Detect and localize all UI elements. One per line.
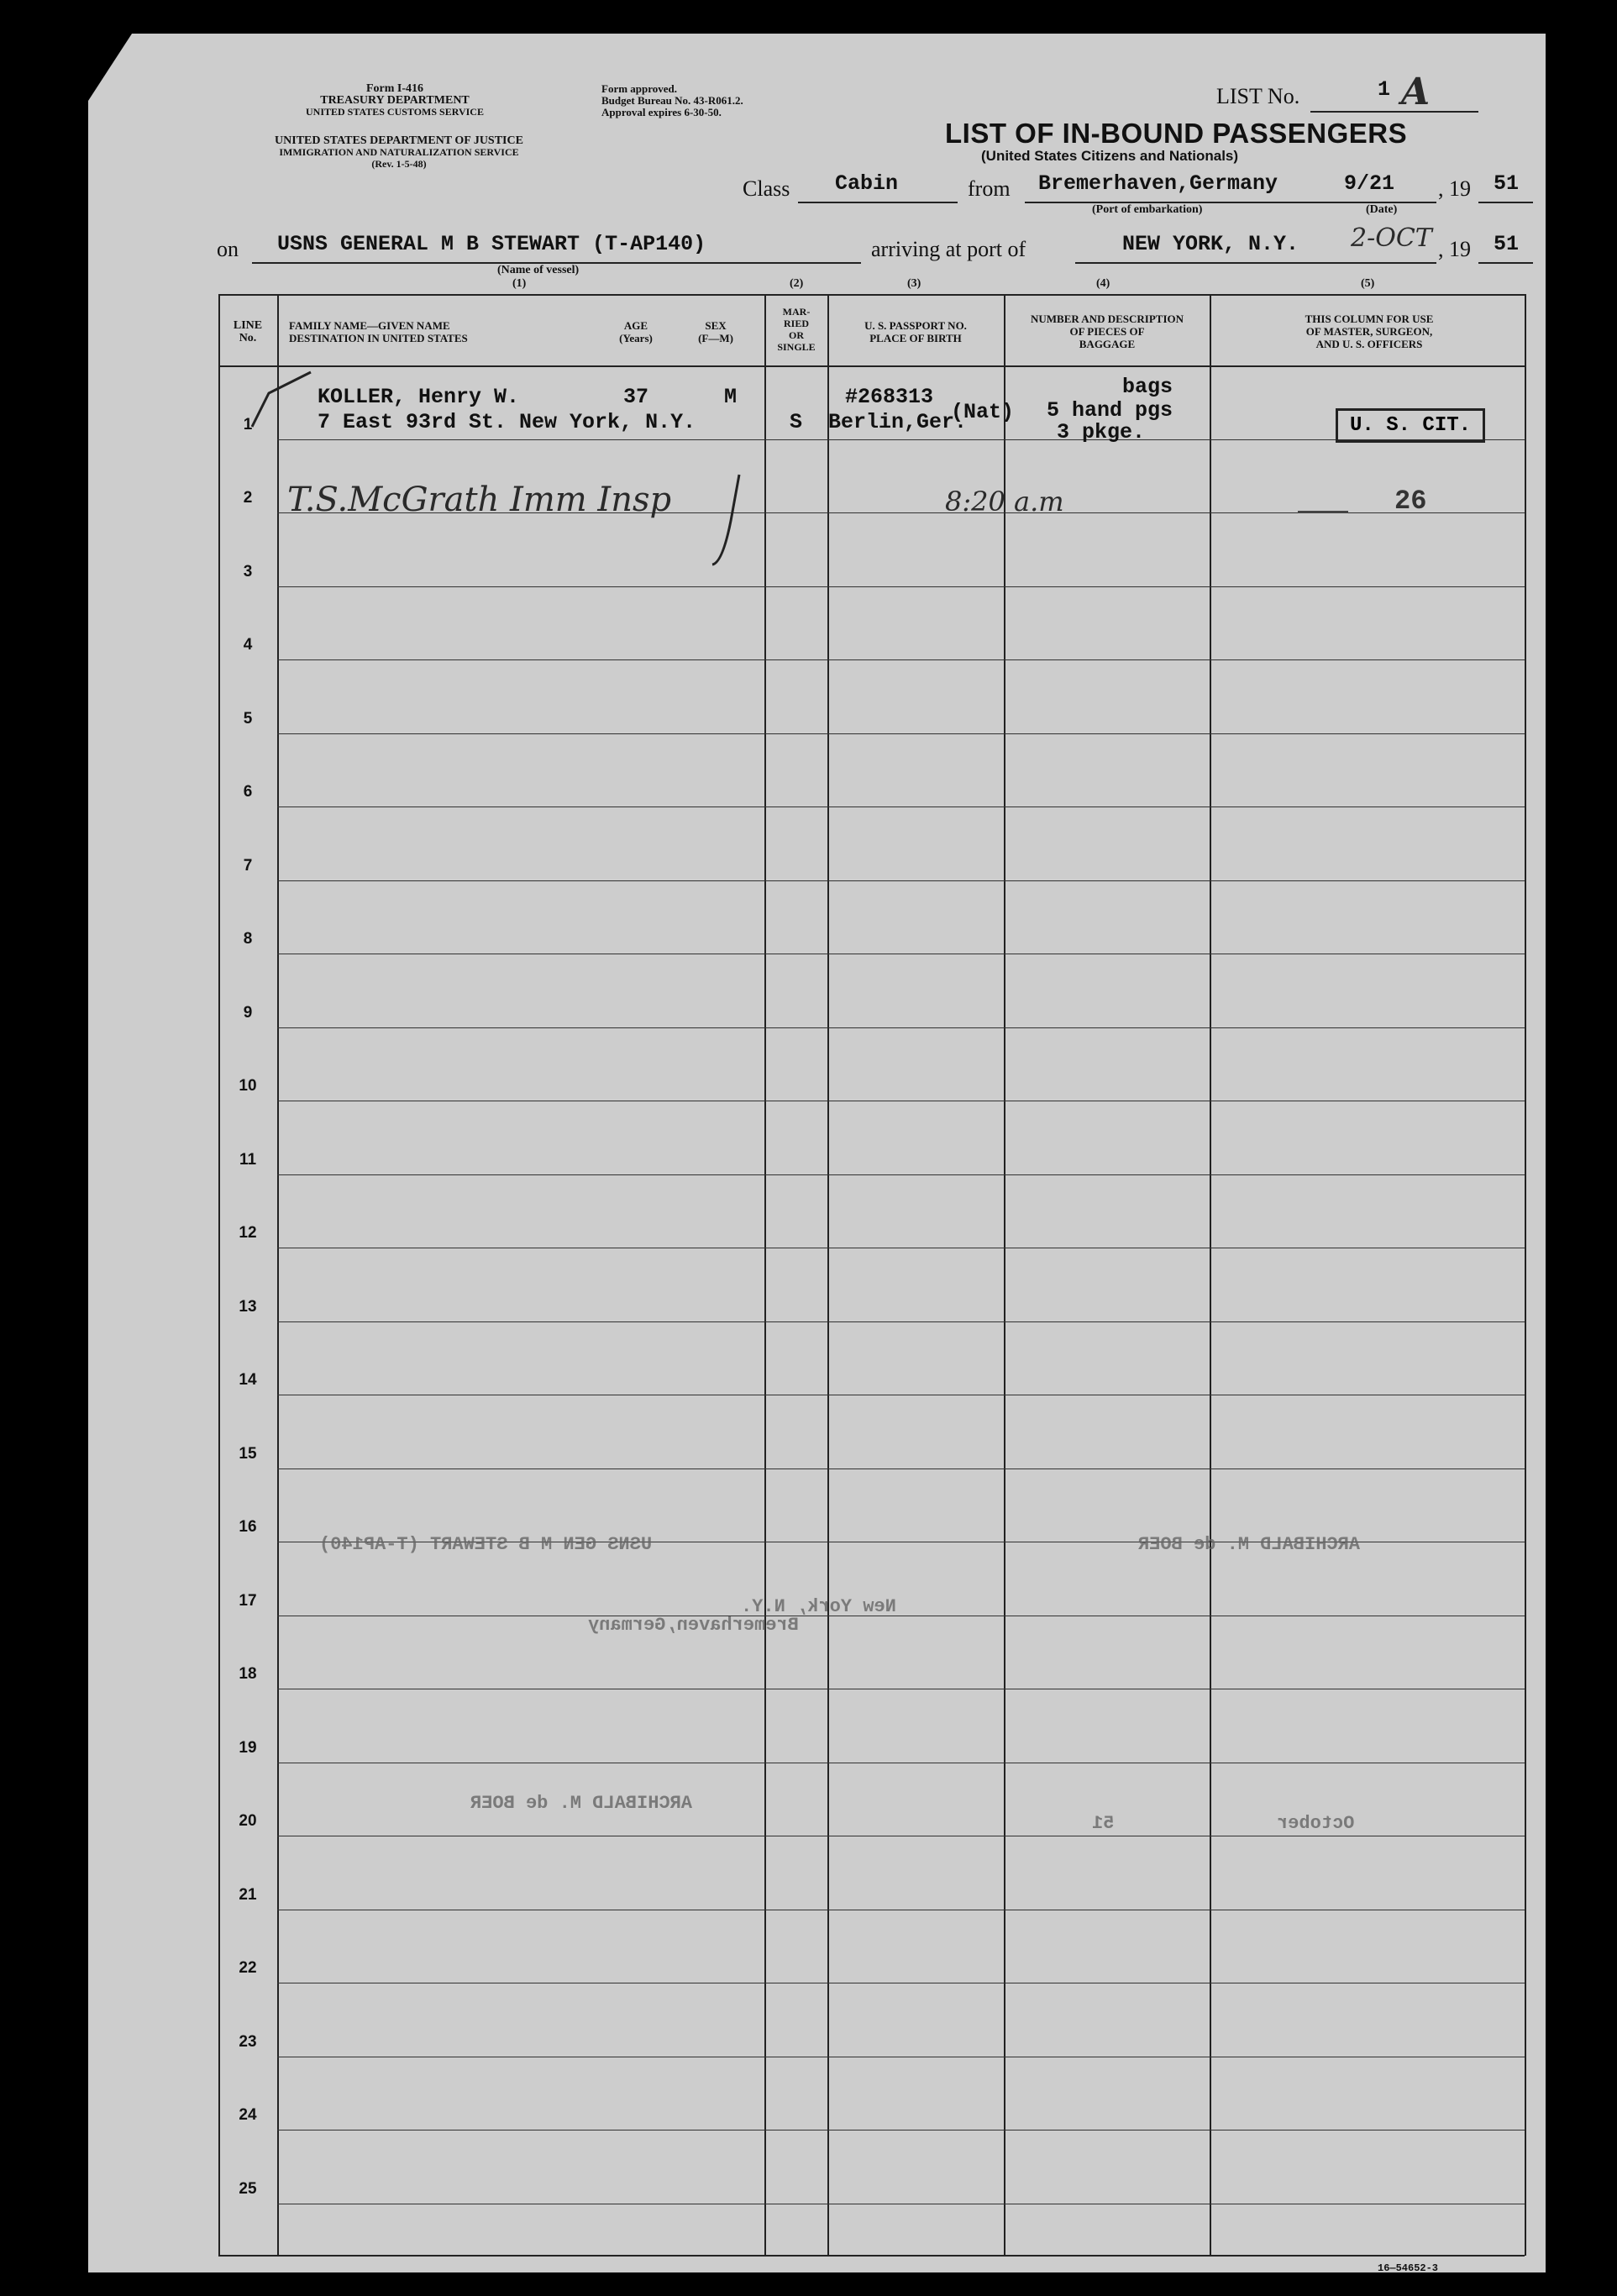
line-number: 12 <box>239 1224 257 1242</box>
header-baggage: NUMBER AND DESCRIPTION OF PIECES OF BAGGAGE <box>1030 313 1184 350</box>
form-approved: Form approved. <box>601 82 678 95</box>
col-number-5: (5) <box>1361 277 1375 290</box>
place-of-birth: Berlin,Ger. <box>828 410 968 434</box>
inspector-signature: T.S.McGrath Imm Insp <box>287 481 672 519</box>
vessel-caption: (Name of vessel) <box>497 264 580 276</box>
row-rule <box>277 586 1525 587</box>
form-subtitle: (United States Citizens and Nationals) <box>981 148 1239 164</box>
passport-number: #268313 <box>845 385 934 409</box>
passenger-age: 37 <box>623 385 649 409</box>
row-rule <box>277 1027 1525 1028</box>
line-number: 22 <box>239 1959 257 1977</box>
row-rule <box>277 880 1525 881</box>
line-number: 11 <box>239 1150 257 1169</box>
row-rule <box>277 1321 1525 1322</box>
class-value: Cabin <box>835 171 899 196</box>
baggage-pieces: 5 hand pgs <box>1047 398 1173 423</box>
on-label: on <box>217 237 239 261</box>
inspection-time: 8:20 a.m <box>945 486 1064 518</box>
signature-flourish-icon <box>706 470 756 571</box>
ins-service: IMMIGRATION AND NATURALIZATION SERVICE <box>279 146 519 158</box>
header-name: FAMILY NAME—GIVEN NAME DESTINATION IN UNITED STATES <box>289 319 468 344</box>
nationality-note: (Nat) <box>951 400 1015 424</box>
us-citizen-stamp: U. S. CIT. <box>1336 408 1485 443</box>
line-number: 15 <box>239 1444 257 1463</box>
header-passport: U. S. PASSPORT NO. PLACE OF BIRTH <box>864 319 967 344</box>
rev-date: (Rev. 1-5-48) <box>371 158 427 170</box>
bleed-month: October <box>1277 1813 1355 1834</box>
bleed-from: Bremerhaven,Germany <box>588 1615 799 1636</box>
header-age: AGE (Years) <box>619 319 653 344</box>
line-number: 13 <box>239 1297 257 1316</box>
form-number: Form I-416 <box>365 82 424 95</box>
line-number: 7 <box>243 856 253 875</box>
date-caption: (Date) <box>1366 203 1398 216</box>
arrival-year: 51 <box>1494 232 1520 256</box>
line-number: 9 <box>243 1003 253 1022</box>
bleed-year: 51 <box>1092 1813 1115 1834</box>
customs-service: UNITED STATES CUSTOMS SERVICE <box>306 106 484 118</box>
bleed-vessel: USNS GEN M B STEWART (T-AP140) <box>319 1534 653 1555</box>
officer-number: 26 <box>1394 486 1427 517</box>
list-letter: A <box>1401 71 1431 113</box>
header-line-no: LINE No. <box>233 319 263 344</box>
form-footer-code: 16—54652-3 <box>1378 2262 1439 2274</box>
passenger-sex: M <box>724 385 738 409</box>
line-number: 17 <box>239 1591 257 1610</box>
line-number: 6 <box>243 783 253 801</box>
col-number-2: (2) <box>790 277 804 290</box>
line-number: 18 <box>239 1665 257 1683</box>
baggage-packages: 3 pkge. <box>1057 420 1146 444</box>
line-number: 23 <box>239 2032 257 2051</box>
row-rule <box>277 1174 1525 1175</box>
arrival-date: 2-OCT <box>1351 223 1432 253</box>
approval-expires: Approval expires 6-30-50. <box>601 106 722 118</box>
line-number: 14 <box>239 1371 257 1389</box>
justice-dept: UNITED STATES DEPARTMENT OF JUSTICE <box>275 134 523 147</box>
line-number: 8 <box>243 930 253 948</box>
from-label: from <box>968 176 1011 201</box>
budget-bureau: Budget Bureau No. 43-R061.2. <box>601 94 743 107</box>
bleed-port: New York, N.Y. <box>741 1596 896 1617</box>
passenger-marital: S <box>790 410 803 434</box>
line-number: 2 <box>243 489 253 507</box>
list-no-label: LIST No. <box>1216 84 1300 108</box>
arrival-year-prefix: , 19 <box>1438 237 1471 261</box>
list-number: 1 <box>1378 77 1391 102</box>
row-rule <box>277 806 1525 807</box>
line-number: 4 <box>243 636 253 654</box>
line-number: 24 <box>239 2106 257 2124</box>
header-officers: THIS COLUMN FOR USE OF MASTER, SURGEON, AND U. S. OFFICERS <box>1305 313 1434 350</box>
line-number: 10 <box>239 1077 257 1095</box>
port-caption: (Port of embarkation) <box>1092 203 1203 216</box>
treasury-dept: TREASURY DEPARTMENT <box>320 94 470 107</box>
embarkation-date: 9/21 <box>1344 171 1395 196</box>
col-number-3: (3) <box>907 277 921 290</box>
row-rule <box>277 1468 1525 1469</box>
row-rule <box>277 659 1525 660</box>
line-number: 20 <box>239 1812 257 1830</box>
check-mark-icon <box>244 368 319 452</box>
line-number: 21 <box>239 1885 257 1904</box>
class-label: Class <box>743 176 790 201</box>
header-married: MAR- RIED OR SINGLE <box>777 306 816 353</box>
vessel-name: USNS GENERAL M B STEWART (T-AP140) <box>277 232 706 256</box>
passenger-address: 7 East 93rd St. New York, N.Y. <box>318 410 696 434</box>
baggage-top: bags <box>1122 375 1173 399</box>
line-number: 3 <box>243 562 253 581</box>
line-number: 25 <box>239 2179 257 2198</box>
embarkation-year: 51 <box>1494 171 1520 196</box>
year-prefix: , 19 <box>1438 176 1471 201</box>
form-title: LIST OF IN-BOUND PASSENGERS <box>945 118 1408 149</box>
officer-mark <box>1298 511 1348 513</box>
port-of-embarkation: Bremerhaven,Germany <box>1038 171 1278 196</box>
arrival-port: NEW YORK, N.Y. <box>1122 232 1299 256</box>
header-sex: SEX (F—M) <box>698 319 733 344</box>
line-number: 19 <box>239 1738 257 1757</box>
row-rule <box>277 733 1525 734</box>
line-number: 5 <box>243 709 253 728</box>
line-number: 16 <box>239 1518 257 1536</box>
arriving-label: arriving at port of <box>871 237 1026 261</box>
col-number-1: (1) <box>512 277 527 290</box>
bleed-master-2: ARCHIBALD M. de BOER <box>470 1793 693 1814</box>
bleed-master: ARCHIBALD M. de BOER <box>1138 1534 1361 1555</box>
col-number-4: (4) <box>1096 277 1110 290</box>
line-number: 1 <box>243 415 253 433</box>
passenger-name: KOLLER, Henry W. <box>318 385 520 409</box>
